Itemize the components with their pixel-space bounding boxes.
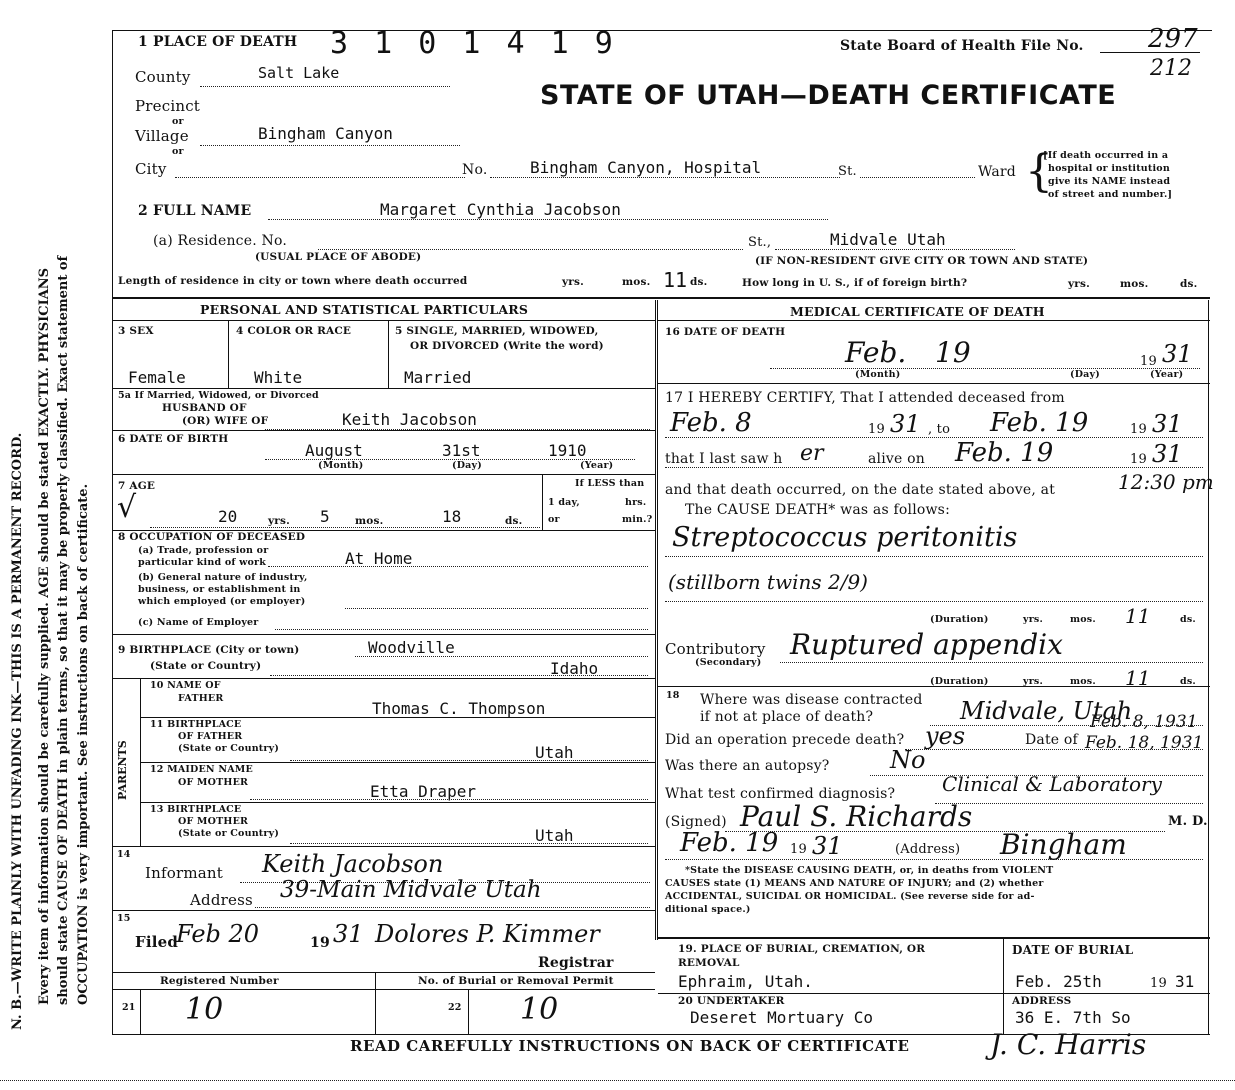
file-number-2: 212 xyxy=(1150,56,1192,81)
cause-instruction-3: ACCIDENTAL, SUICIDAL OR HOMICIDAL. (See reverse side for ad- xyxy=(665,891,1035,902)
death-day: 19 xyxy=(935,336,971,369)
precinct-label: Precinct xyxy=(135,97,201,115)
non-resident-caption: (IF NON-RESIDENT GIVE CITY OR TOWN AND STATE) xyxy=(755,255,1089,267)
time-of-death: 12:30 pm xyxy=(1118,470,1214,494)
dob-month: August xyxy=(305,441,363,460)
certificate-title: STATE OF UTAH—DEATH CERTIFICATE xyxy=(540,80,1117,111)
undertaker-name: Deseret Mortuary Co xyxy=(690,1008,874,1027)
residence-label: (a) Residence. No. xyxy=(153,233,287,249)
registered-number-label: Registered Number xyxy=(160,975,279,987)
sex-value: Female xyxy=(128,368,186,387)
cause-note: (stillborn twins 2/9) xyxy=(668,570,868,594)
side-note-2: Every item of information should be carefully supplied. AGE should be stated EXACTLY. PHYSICIANS xyxy=(37,267,52,1005)
attended-to-year: 31 xyxy=(1152,410,1183,438)
birthplace-city: Woodville xyxy=(368,638,455,657)
residence-days: 11 xyxy=(663,268,688,292)
contributory-label: Contributory xyxy=(665,640,766,658)
attended-to: Feb. 19 xyxy=(990,408,1089,438)
cause-instruction-1: *State the DISEASE CAUSING DEATH, or, in deaths from VIOLENT xyxy=(685,865,1054,876)
birthplace-label: 9 BIRTHPLACE (City or town) xyxy=(118,644,300,656)
village-value: Bingham Canyon xyxy=(258,124,393,143)
form-right-border xyxy=(1208,300,1209,1035)
side-note-1: N. B.—WRITE PLAINLY WITH UNFADING INK—THIS IS A PERMANENT RECORD. xyxy=(10,432,25,1030)
informant-label: Informant xyxy=(145,864,223,882)
marital-label-1: 5 SINGLE, MARRIED, WIDOWED, xyxy=(395,325,599,337)
informant-signature: Keith Jacobson xyxy=(262,850,444,878)
form-left-border xyxy=(112,30,113,1035)
death-month: Feb. xyxy=(845,336,907,369)
parents-vertical-label: PARENTS xyxy=(116,740,129,800)
attended-from: Feb. 8 xyxy=(670,408,752,438)
ward-label: Ward xyxy=(978,164,1016,180)
age-days: 18 xyxy=(442,507,462,526)
informant-address: 39-Main Midvale Utah xyxy=(280,877,542,903)
cause-intro: The CAUSE DEATH* was as follows: xyxy=(685,502,950,518)
medical-heading: MEDICAL CERTIFICATE OF DEATH xyxy=(790,304,1045,319)
street-label: St. xyxy=(838,164,857,179)
mother-birthplace: Utah xyxy=(535,826,574,845)
top-serial-number: 3 1 0 1 4 1 9 xyxy=(330,26,617,61)
age-years: 20 xyxy=(218,507,238,526)
age-months: 5 xyxy=(320,507,330,526)
death-year: 31 xyxy=(1162,340,1193,368)
city-label: City xyxy=(135,160,167,178)
undertaker-label: 20 UNDERTAKER xyxy=(678,995,785,1007)
full-name-label: 2 FULL NAME xyxy=(138,203,252,219)
hospital-note-4: of street and number.] xyxy=(1048,189,1173,200)
signed-year: 31 xyxy=(812,832,843,860)
personal-heading: PERSONAL AND STATISTICAL PARTICULARS xyxy=(200,302,529,317)
burial-date: Feb. 25th xyxy=(1015,972,1102,991)
birthplace-state: Idaho xyxy=(550,659,599,678)
undertaker-address: 36 E. 7th So xyxy=(1015,1008,1131,1027)
physician-signature: Paul S. Richards xyxy=(740,800,973,833)
date-of-death-label: 16 DATE OF DEATH xyxy=(665,326,786,338)
file-number-label: State Board of Health File No. xyxy=(840,38,1084,54)
father-birthplace: Utah xyxy=(535,743,574,762)
registrar-signature: Dolores P. Kimmer xyxy=(375,920,600,948)
marital-value: Married xyxy=(404,368,472,387)
footer-instructions: READ CAREFULLY INSTRUCTIONS ON BACK OF CERTIFICATE xyxy=(350,1037,910,1055)
spouse-label-3: (OR) WIFE OF xyxy=(182,415,269,427)
hospital-note-2: hospital or institution xyxy=(1048,163,1170,174)
undertaker-address-label: ADDRESS xyxy=(1012,995,1072,1007)
burial-place-label: 19. PLACE OF BURIAL, CREMATION, OR xyxy=(678,943,926,955)
burial-place: Ephraim, Utah. xyxy=(678,972,813,991)
cause-instruction-4: ditional space.) xyxy=(665,904,751,915)
signed-date: Feb. 19 xyxy=(680,828,779,858)
registered-number: 10 xyxy=(185,992,224,1027)
marital-label-2: OR DIVORCED (Write the word) xyxy=(410,340,604,352)
diagnosis-test: Clinical & Laboratory xyxy=(942,772,1162,796)
filed-year: 31 xyxy=(333,920,364,948)
mother-maiden-name: Etta Draper xyxy=(370,782,476,801)
physician-address: Bingham xyxy=(1000,828,1127,861)
hospital-note-3: give its NAME instead xyxy=(1048,176,1171,187)
residence-value: Midvale Utah xyxy=(830,230,946,249)
county-label: County xyxy=(135,68,191,86)
duration-days: 11 xyxy=(1125,604,1151,628)
spouse-label-1: 5a If Married, Widowed, or Divorced xyxy=(118,390,319,401)
village-label: Village xyxy=(135,127,189,145)
disease-contracted-place: Midvale, Utah xyxy=(960,697,1133,725)
burial-permit-label: No. of Burial or Removal Permit xyxy=(418,975,614,987)
cause-of-death: Streptococcus peritonitis xyxy=(672,522,1018,553)
full-name-value: Margaret Cynthia Jacobson xyxy=(380,200,621,219)
last-seen-year: 31 xyxy=(1152,440,1183,468)
county-value: Salt Lake xyxy=(258,64,340,82)
side-note-3: should state CAUSE OF DEATH in plain terms, so that it may be properly classified. Exact statement of xyxy=(56,255,71,1005)
contributory-cause: Ruptured appendix xyxy=(790,628,1063,661)
color-label: 4 COLOR OR RACE xyxy=(236,325,352,337)
color-value: White xyxy=(254,368,303,387)
burial-date-label: DATE OF BURIAL xyxy=(1012,943,1134,957)
hospital-note-1: [If death occurred in a xyxy=(1043,150,1169,161)
autopsy-answer: No xyxy=(890,746,926,774)
dob-label: 6 DATE OF BIRTH xyxy=(118,433,229,445)
length-of-residence-label: Length of residence in city or town where death occurred xyxy=(118,275,468,287)
footer-signature: J. C. Harris xyxy=(990,1028,1147,1061)
side-note-4: OCCUPATION is very important. See instructions on back of certificate. xyxy=(76,483,91,1005)
contributory-duration-days: 11 xyxy=(1125,666,1151,690)
informant-address-label: Address xyxy=(190,891,253,909)
dob-year: 1910 xyxy=(548,441,587,460)
operation-answer: yes xyxy=(925,722,966,750)
pronoun-value: er xyxy=(800,441,824,466)
last-seen-alive: Feb. 19 xyxy=(955,438,1054,468)
street-no-label: No. xyxy=(462,162,488,178)
burial-year: 31 xyxy=(1175,972,1195,991)
dob-day: 31st xyxy=(442,441,481,460)
form-top-line xyxy=(112,30,1212,31)
sex-label: 3 SEX xyxy=(118,325,154,337)
page-bottom-perforation xyxy=(0,1080,1235,1081)
burial-permit-number: 10 xyxy=(520,992,559,1027)
column-divider xyxy=(655,300,658,940)
occupation-value: At Home xyxy=(345,549,413,568)
usual-place-caption: (USUAL PLACE OF ABODE) xyxy=(255,251,422,263)
registrar-label: Registrar xyxy=(538,955,614,971)
place-of-death-label: 1 PLACE OF DEATH xyxy=(138,34,298,50)
operation-date-1: Feb. 8, 1931 xyxy=(1090,712,1198,732)
age-label: 7 AGE xyxy=(118,480,156,492)
operation-date-2: Feb. 18, 1931 xyxy=(1085,733,1204,753)
certify-text: 17 I HEREBY CERTIFY, That I attended deceased from xyxy=(665,390,1065,406)
file-number-1: 297 xyxy=(1148,24,1198,54)
spouse-value: Keith Jacobson xyxy=(342,410,477,429)
spouse-label-2: HUSBAND OF xyxy=(162,402,247,414)
filed-label: Filed xyxy=(135,933,179,951)
foreign-birth-label: How long in U. S., if of foreign birth? xyxy=(742,277,968,289)
father-name: Thomas C. Thompson xyxy=(372,699,546,718)
hospital-value: Bingham Canyon, Hospital xyxy=(530,158,762,177)
cause-instruction-2: CAUSES state (1) MEANS AND NATURE OF INJURY; and (2) whether xyxy=(665,878,1044,889)
occupation-label: 8 OCCUPATION OF DECEASED xyxy=(118,531,306,543)
filed-date: Feb 20 xyxy=(176,920,260,948)
attended-from-year: 31 xyxy=(890,410,921,438)
